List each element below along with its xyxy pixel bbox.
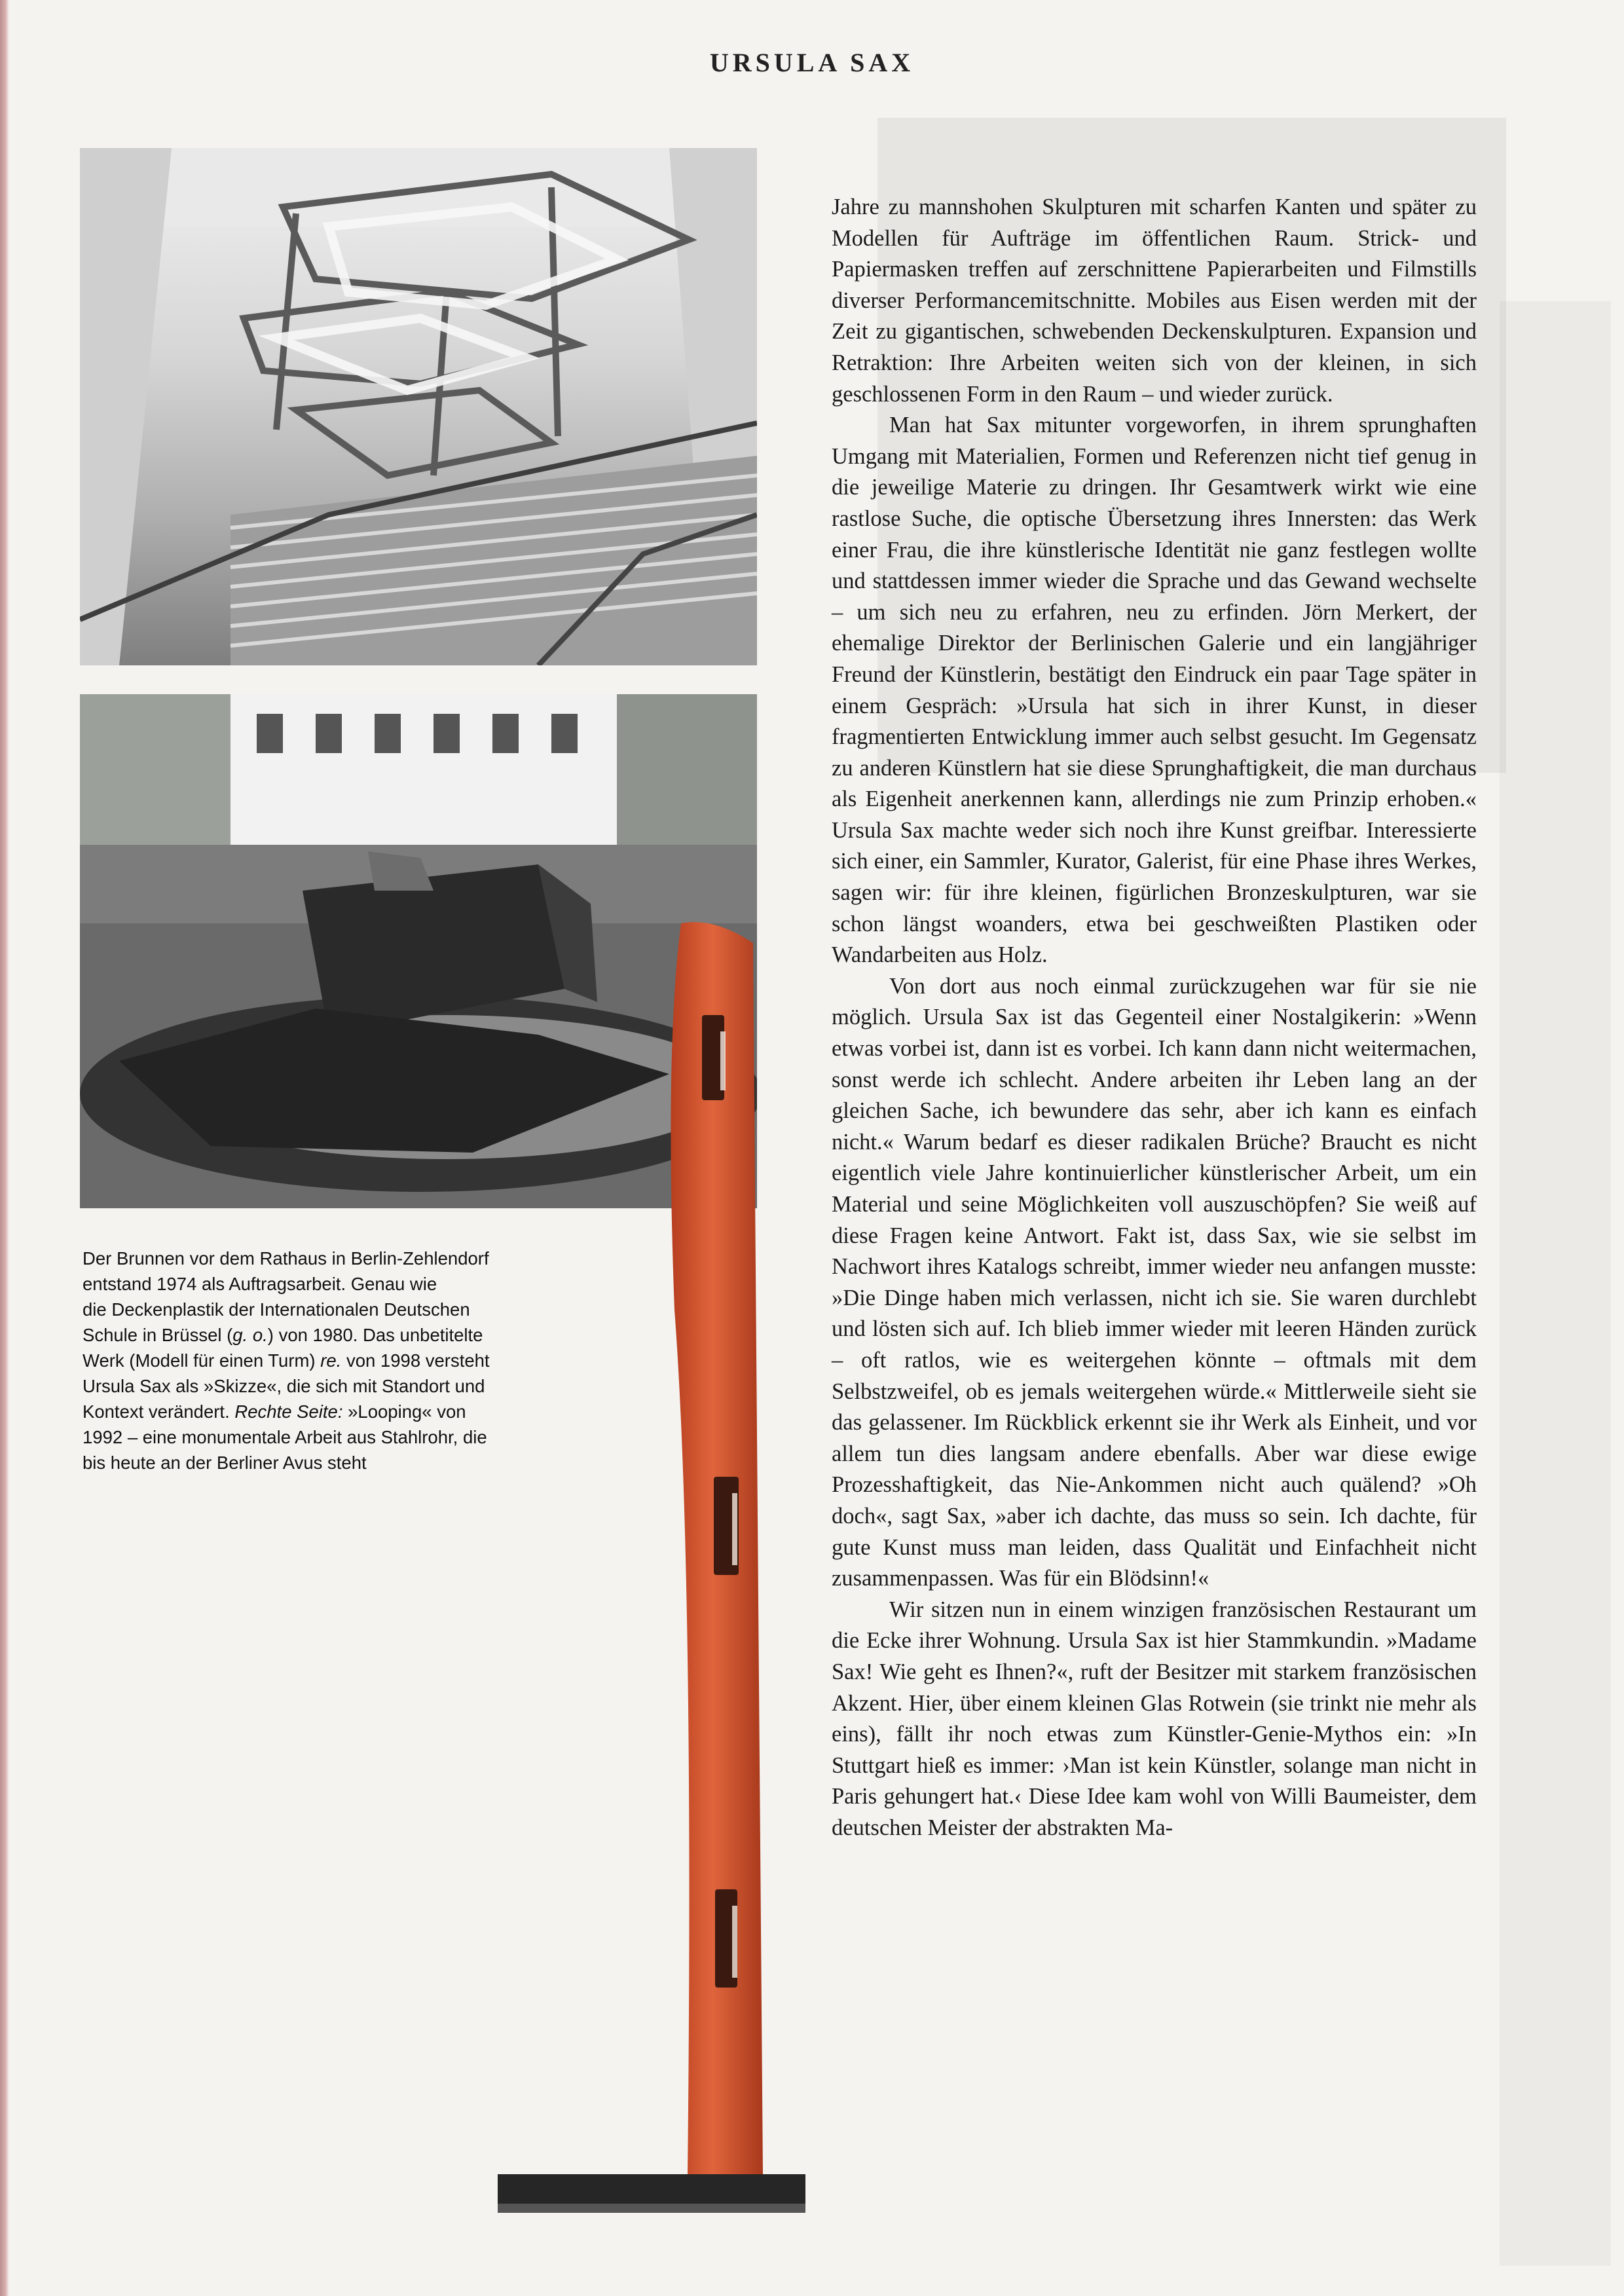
body-paragraph: Jahre zu mannshohen Skulpturen mit scharfen Kanten und später zu Modellen für Aufträge im öffentlichen Raum. Strick- und Papiermasken treffen auf zerschnittene Papierarbeiten und Filmstills diverser Performancemitschnitte. Mobiles aus Eisen werden mit der Zeit zu gigantischen, schwebenden Deckenskulpturen. Expansion und Retraktion: Ihre Arbeiten weiten sich von der kleinen, in sich geschlossenen Form in den Raum – und wieder zurück.: [832, 194, 1477, 407]
caption-line: 1992 – eine monumentale Arbeit aus Stahlrohr, die: [83, 1427, 487, 1447]
caption-line: »Looping« von: [342, 1401, 466, 1422]
body-paragraph: Man hat Sax mitunter vorgeworfen, in ihrem sprunghaften Umgang mit Materialien, Formen und Referenzen nicht tief genug in die jeweilige Materie zu dringen. Ihr Gesamtwerk wirkt wie eine rastlose Suche, die optische Übersetzung ihres Innersten: das Werk einer Frau, die ihre künstlerische Identität nie ganz festlegen wollte und stattdessen immer wieder die Sprache und das Gewand wechselte – um sich neu zu erfahren, neu zu erfinden. Jörn Merkert, der ehemalige Direktor der Berlinischen Galerie und ein langjähriger Freund der Künstlerin, bestätigt den Eindruck ein paar Tage später in einem Gespräch: »Ursula hat sich in ihrer Kunst, in dieser fragmentierten Entwicklung immer auch selbst gesucht. Im Gegensatz zu anderen Künstlern hat sie diese Sprunghaftigkeit, die man durchaus als Eigenheit anerkennen kann, allerdings nie zum Prinzip erhoben.« Ursula Sax machte weder sich noch ihre Kunst greifbar. Interessierte sich einer, ein Sammler, Kurator, Galerist, für eine Phase ihres Werkes, sagen wir: für ihre kleinen, figürlichen Bronzeskulpturen, war sie schon längst woanders, etwa bei geschweißten Plastiken oder Wandarbeiten aus Holz.: [832, 413, 1477, 968]
tower-sculpture-photo: [498, 917, 805, 2240]
bleed-through-block: [1500, 301, 1611, 2266]
ceiling-sculpture-photo: [80, 148, 757, 665]
running-header: URSULA SAX: [709, 48, 915, 77]
body-paragraph: Von dort aus noch einmal zurückzugehen war für sie nie möglich. Ursula Sax ist das Gegenteil einer Nostalgikerin: »Wenn etwas vorbei ist, dann ist es vorbei. Ich kann dann nicht weitermachen, sonst werde ich schlecht. Andere arbeiten ihr Leben lang an der gleichen Sache, ich bewundere das sehr, aber ich kann es einfach nicht.« Warum bedarf es dieser radikalen Brüche? Braucht es nicht eigentlich viele Jahre kontinuierlicher künstlerischer Arbeit, um ein Material und seine Möglichkeiten voll auszuschöpfen? Sie weiß auf diese Fragen keine Antwort. Fakt ist, dass Sax, wie sie selbst im Nachwort ihres Katalogs schreibt, immer wieder neu anfangen musste: »Die Dinge haben mich verlassen, nicht ich sie. Sie waren durchlebt und lösten sich auf. Ich blieb immer wieder mit leeren Händen zurück – oft ratlos, wie es weitergehen könnte – oftmals mit dem Selbstzweifel, ob es jemals weitergehen würde.« Mittlerweile sieht sie das gelassener. Im Rückblick erkennt sie ihr Werk als Einheit, und vor allem tun dies langsam andere ebenfalls. Aber war diese ewige Prozesshaftigkeit, das Nie-Ankommen nicht auch quälend? »Oh doch«, sagt Sax, »aber ich dachte, das muss so sein. Ich dachte, für gute Kunst muss man leiden, dass Qualität und Einfachheit nicht zusammenpassen. Was für ein Blödsinn!«: [832, 973, 1477, 1591]
caption-line: von 1998 versteht: [341, 1350, 490, 1371]
caption-line: entstand 1974 als Auftragsarbeit. Genau wie: [83, 1274, 437, 1294]
caption-line: bis heute an der Berliner Avus steht: [83, 1453, 367, 1473]
body-paragraph: Wir sitzen nun in einem winzigen französischen Restaurant um die Ecke ihrer Wohnung. Ursula Sax ist hier Stammkundin. »Madame Sax! Wie geht es Ihnen?«, ruft der Besitzer mit starkem französischen Akzent. Hier, über einem kleinen Glas Rotwein (sie trinkt nie mehr als eins), fällt ihr noch etwas zum Künstler-Genie-Mythos ein: »In Stuttgart hieß es immer: ›Man ist kein Künstler, solange man nicht in Paris gehungert hat.‹ Diese Idee kam wohl von Willi Baumeister, dem deutschen Meister der abstrakten Ma-: [832, 1597, 1477, 1840]
caption-abbrev: re.: [320, 1350, 342, 1371]
caption-line: Ursula Sax als »Skizze«, die sich mit Standort und: [83, 1376, 485, 1396]
caption-line: Schule in Brüssel (: [83, 1325, 233, 1345]
caption-abbrev: g. o.: [232, 1325, 268, 1345]
article-body: [832, 192, 1477, 1843]
caption-line: Kontext verändert.: [83, 1401, 235, 1422]
caption-line: Werk (Modell für einen Turm): [83, 1350, 321, 1371]
page-edge-strip: [0, 0, 9, 2296]
caption-line: Der Brunnen vor dem Rathaus in Berlin-Zehlendorf: [83, 1248, 489, 1268]
caption-line: die Deckenplastik der Internationalen Deutschen: [83, 1299, 470, 1320]
caption-abbrev: Rechte Seite:: [234, 1401, 343, 1422]
caption-line: ) von 1980. Das unbetitelte: [267, 1325, 483, 1345]
